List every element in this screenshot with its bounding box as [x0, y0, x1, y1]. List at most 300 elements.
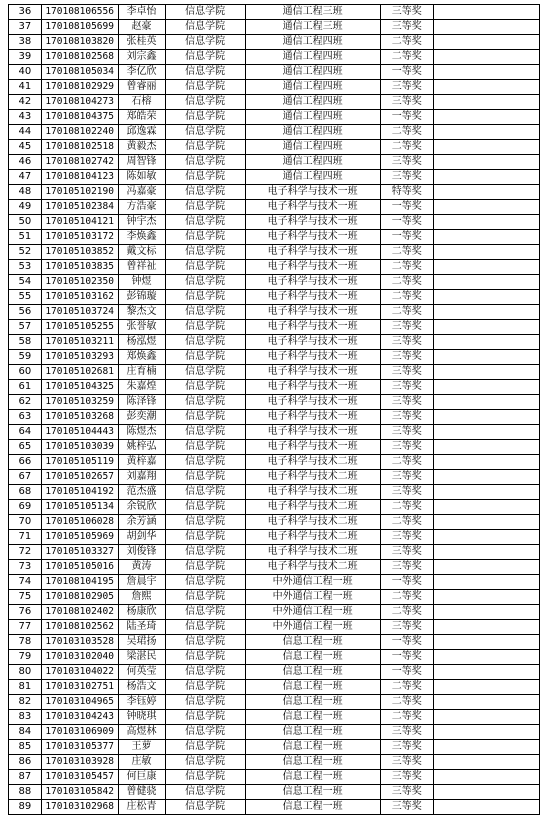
student-id-cell: 170108105034 [41, 65, 118, 80]
class-cell: 电子科学与技术二班 [245, 500, 380, 515]
college-cell: 信息学院 [165, 80, 245, 95]
college-cell: 信息学院 [165, 215, 245, 230]
empty-cell [434, 410, 540, 425]
empty-cell [434, 785, 540, 800]
class-cell: 电子科学与技术二班 [245, 470, 380, 485]
student-name-cell: 李卓怡 [118, 5, 165, 20]
student-name-cell: 李焕鑫 [118, 230, 165, 245]
class-cell: 通信工程四班 [245, 140, 380, 155]
table-row [9, 560, 540, 575]
empty-cell [434, 80, 540, 95]
college-cell: 信息学院 [165, 170, 245, 185]
table-row [9, 500, 540, 515]
student-name-cell: 陈泽锋 [118, 395, 165, 410]
student-name-cell: 钟煜 [118, 275, 165, 290]
empty-cell [434, 560, 540, 575]
class-cell: 通信工程四班 [245, 170, 380, 185]
college-cell: 信息学院 [165, 770, 245, 785]
college-cell: 信息学院 [165, 605, 245, 620]
student-name-cell: 曾健骁 [118, 785, 165, 800]
award-cell: 一等奖 [380, 65, 434, 80]
student-id-cell: 170103102968 [41, 800, 118, 815]
class-cell: 电子科学与技术一班 [245, 350, 380, 365]
row-number-cell: 47 [9, 170, 42, 185]
award-cell: 三等奖 [380, 620, 434, 635]
student-id-cell: 170108102905 [41, 590, 118, 605]
empty-cell [434, 530, 540, 545]
table-row [9, 605, 540, 620]
empty-cell [434, 485, 540, 500]
student-id-cell: 170105104192 [41, 485, 118, 500]
row-number-cell: 54 [9, 275, 42, 290]
table-row [9, 785, 540, 800]
row-number-cell: 79 [9, 650, 42, 665]
student-id-cell: 170103103928 [41, 755, 118, 770]
award-cell: 三等奖 [380, 425, 434, 440]
college-cell: 信息学院 [165, 710, 245, 725]
college-cell: 信息学院 [165, 665, 245, 680]
class-cell: 电子科学与技术二班 [245, 545, 380, 560]
table-row [9, 95, 540, 110]
student-name-cell: 庄松青 [118, 800, 165, 815]
table-row [9, 275, 540, 290]
student-name-cell: 郑焕鑫 [118, 350, 165, 365]
student-name-cell: 陆圣琦 [118, 620, 165, 635]
empty-cell [434, 95, 540, 110]
class-cell: 通信工程四班 [245, 95, 380, 110]
student-id-cell: 170108102742 [41, 155, 118, 170]
college-cell: 信息学院 [165, 530, 245, 545]
table-body [9, 5, 540, 815]
class-cell: 信息工程一班 [245, 725, 380, 740]
empty-cell [434, 110, 540, 125]
empty-cell [434, 155, 540, 170]
empty-cell [434, 695, 540, 710]
award-cell: 一等奖 [380, 110, 434, 125]
student-name-cell: 何巨康 [118, 770, 165, 785]
empty-cell [434, 710, 540, 725]
table-row [9, 800, 540, 815]
class-cell: 电子科学与技术一班 [245, 440, 380, 455]
student-id-cell: 170108103820 [41, 35, 118, 50]
student-name-cell: 李亿欣 [118, 65, 165, 80]
table-row [9, 470, 540, 485]
college-cell: 信息学院 [165, 275, 245, 290]
student-id-cell: 170103102040 [41, 650, 118, 665]
award-cell: 三等奖 [380, 335, 434, 350]
class-cell: 信息工程一班 [245, 710, 380, 725]
class-cell: 信息工程一班 [245, 740, 380, 755]
class-cell: 信息工程一班 [245, 650, 380, 665]
student-id-cell: 170105103852 [41, 245, 118, 260]
row-number-cell: 43 [9, 110, 42, 125]
empty-cell [434, 680, 540, 695]
award-cell: 三等奖 [380, 485, 434, 500]
class-cell: 通信工程四班 [245, 35, 380, 50]
award-cell: 三等奖 [380, 20, 434, 35]
empty-cell [434, 215, 540, 230]
student-name-cell: 吴珺扬 [118, 635, 165, 650]
student-id-cell: 170105106028 [41, 515, 118, 530]
award-cell: 二等奖 [380, 140, 434, 155]
college-cell: 信息学院 [165, 470, 245, 485]
college-cell: 信息学院 [165, 305, 245, 320]
award-cell: 三等奖 [380, 80, 434, 95]
empty-cell [434, 590, 540, 605]
college-cell: 信息学院 [165, 35, 245, 50]
table-row [9, 20, 540, 35]
student-id-cell: 170105103293 [41, 350, 118, 365]
student-name-cell: 周智锋 [118, 155, 165, 170]
empty-cell [434, 725, 540, 740]
student-name-cell: 何英莹 [118, 665, 165, 680]
row-number-cell: 70 [9, 515, 42, 530]
table-row [9, 635, 540, 650]
student-id-cell: 170108102240 [41, 125, 118, 140]
college-cell: 信息学院 [165, 800, 245, 815]
empty-cell [434, 200, 540, 215]
row-number-cell: 55 [9, 290, 42, 305]
empty-cell [434, 455, 540, 470]
class-cell: 通信工程四班 [245, 50, 380, 65]
row-number-cell: 45 [9, 140, 42, 155]
award-cell: 三等奖 [380, 350, 434, 365]
class-cell: 电子科学与技术一班 [245, 245, 380, 260]
student-id-cell: 170103104022 [41, 665, 118, 680]
class-cell: 中外通信工程一班 [245, 575, 380, 590]
table-row [9, 170, 540, 185]
class-cell: 信息工程一班 [245, 785, 380, 800]
student-id-cell: 170105102350 [41, 275, 118, 290]
empty-cell [434, 35, 540, 50]
student-id-cell: 170103102751 [41, 680, 118, 695]
student-name-cell: 范杰盛 [118, 485, 165, 500]
table-row [9, 155, 540, 170]
award-cell: 二等奖 [380, 305, 434, 320]
student-id-cell: 170105105134 [41, 500, 118, 515]
row-number-cell: 84 [9, 725, 42, 740]
college-cell: 信息学院 [165, 380, 245, 395]
table-row [9, 770, 540, 785]
award-cell: 三等奖 [380, 440, 434, 455]
table-row [9, 140, 540, 155]
student-id-cell: 170105102190 [41, 185, 118, 200]
table-row [9, 110, 540, 125]
empty-cell [434, 515, 540, 530]
student-name-cell: 杨浩文 [118, 680, 165, 695]
row-number-cell: 76 [9, 605, 42, 620]
award-cell: 一等奖 [380, 200, 434, 215]
student-name-cell: 张桂英 [118, 35, 165, 50]
award-cell: 二等奖 [380, 35, 434, 50]
empty-cell [434, 365, 540, 380]
table-row [9, 5, 540, 20]
student-id-cell: 170105103327 [41, 545, 118, 560]
student-id-cell: 170108102518 [41, 140, 118, 155]
table-row [9, 440, 540, 455]
student-id-cell: 170108104273 [41, 95, 118, 110]
class-cell: 电子科学与技术一班 [245, 305, 380, 320]
college-cell: 信息学院 [165, 20, 245, 35]
empty-cell [434, 545, 540, 560]
table-row [9, 755, 540, 770]
class-cell: 信息工程一班 [245, 665, 380, 680]
class-cell: 通信工程三班 [245, 20, 380, 35]
college-cell: 信息学院 [165, 650, 245, 665]
award-cell: 三等奖 [380, 170, 434, 185]
student-id-cell: 170103104243 [41, 710, 118, 725]
college-cell: 信息学院 [165, 785, 245, 800]
student-name-cell: 朱嘉煌 [118, 380, 165, 395]
class-cell: 电子科学与技术一班 [245, 425, 380, 440]
award-cell: 二等奖 [380, 710, 434, 725]
student-name-cell: 詹晨宇 [118, 575, 165, 590]
row-number-cell: 80 [9, 665, 42, 680]
college-cell: 信息学院 [165, 410, 245, 425]
class-cell: 电子科学与技术一班 [245, 410, 380, 425]
college-cell: 信息学院 [165, 485, 245, 500]
college-cell: 信息学院 [165, 245, 245, 260]
college-cell: 信息学院 [165, 515, 245, 530]
student-id-cell: 170105103039 [41, 440, 118, 455]
student-name-cell: 余锐欣 [118, 500, 165, 515]
student-name-cell: 郑皓荣 [118, 110, 165, 125]
student-id-cell: 170103105457 [41, 770, 118, 785]
row-number-cell: 37 [9, 20, 42, 35]
table-row [9, 290, 540, 305]
empty-cell [434, 170, 540, 185]
row-number-cell: 81 [9, 680, 42, 695]
student-id-cell: 170108102929 [41, 80, 118, 95]
student-id-cell: 170103104965 [41, 695, 118, 710]
student-name-cell: 余芳涵 [118, 515, 165, 530]
row-number-cell: 83 [9, 710, 42, 725]
row-number-cell: 74 [9, 575, 42, 590]
student-name-cell: 刘俊锋 [118, 545, 165, 560]
college-cell: 信息学院 [165, 50, 245, 65]
college-cell: 信息学院 [165, 590, 245, 605]
empty-cell [434, 5, 540, 20]
table-row [9, 710, 540, 725]
table-row [9, 335, 540, 350]
student-id-cell: 170108102568 [41, 50, 118, 65]
award-cell: 一等奖 [380, 665, 434, 680]
table-row [9, 680, 540, 695]
college-cell: 信息学院 [165, 500, 245, 515]
college-cell: 信息学院 [165, 755, 245, 770]
college-cell: 信息学院 [165, 110, 245, 125]
student-id-cell: 170105105119 [41, 455, 118, 470]
student-name-cell: 陈煜杰 [118, 425, 165, 440]
student-id-cell: 170105102681 [41, 365, 118, 380]
row-number-cell: 39 [9, 50, 42, 65]
table-row [9, 380, 540, 395]
student-name-cell: 庄育楠 [118, 365, 165, 380]
empty-cell [434, 740, 540, 755]
row-number-cell: 82 [9, 695, 42, 710]
empty-cell [434, 500, 540, 515]
row-number-cell: 46 [9, 155, 42, 170]
empty-cell [434, 290, 540, 305]
empty-cell [434, 50, 540, 65]
empty-cell [434, 275, 540, 290]
row-number-cell: 86 [9, 755, 42, 770]
table-row [9, 245, 540, 260]
table-row [9, 650, 540, 665]
row-number-cell: 77 [9, 620, 42, 635]
student-name-cell: 钟宇杰 [118, 215, 165, 230]
award-cell: 二等奖 [380, 245, 434, 260]
award-cell: 三等奖 [380, 755, 434, 770]
row-number-cell: 78 [9, 635, 42, 650]
table-row [9, 590, 540, 605]
award-cell: 三等奖 [380, 725, 434, 740]
row-number-cell: 75 [9, 590, 42, 605]
award-cell: 三等奖 [380, 95, 434, 110]
table-row [9, 575, 540, 590]
class-cell: 电子科学与技术一班 [245, 290, 380, 305]
award-cell: 三等奖 [380, 365, 434, 380]
table-row [9, 35, 540, 50]
college-cell: 信息学院 [165, 185, 245, 200]
empty-cell [434, 440, 540, 455]
college-cell: 信息学院 [165, 680, 245, 695]
student-id-cell: 170105104443 [41, 425, 118, 440]
row-number-cell: 51 [9, 230, 42, 245]
college-cell: 信息学院 [165, 575, 245, 590]
student-id-cell: 170105103211 [41, 335, 118, 350]
college-cell: 信息学院 [165, 620, 245, 635]
award-cell: 一等奖 [380, 650, 434, 665]
award-cell: 一等奖 [380, 575, 434, 590]
class-cell: 通信工程四班 [245, 110, 380, 125]
student-name-cell: 钟晓琪 [118, 710, 165, 725]
table-row [9, 260, 540, 275]
row-number-cell: 52 [9, 245, 42, 260]
row-number-cell: 89 [9, 800, 42, 815]
class-cell: 电子科学与技术一班 [245, 365, 380, 380]
award-cell: 二等奖 [380, 290, 434, 305]
empty-cell [434, 395, 540, 410]
row-number-cell: 49 [9, 200, 42, 215]
award-cell: 三等奖 [380, 545, 434, 560]
empty-cell [434, 140, 540, 155]
student-id-cell: 170105104121 [41, 215, 118, 230]
award-cell: 一等奖 [380, 230, 434, 245]
table-row [9, 410, 540, 425]
college-cell: 信息学院 [165, 230, 245, 245]
student-id-cell: 170103103528 [41, 635, 118, 650]
row-number-cell: 58 [9, 335, 42, 350]
class-cell: 电子科学与技术一班 [245, 380, 380, 395]
student-id-cell: 170108102402 [41, 605, 118, 620]
table-row [9, 425, 540, 440]
college-cell: 信息学院 [165, 290, 245, 305]
empty-cell [434, 380, 540, 395]
class-cell: 电子科学与技术二班 [245, 530, 380, 545]
college-cell: 信息学院 [165, 455, 245, 470]
student-id-cell: 170105103259 [41, 395, 118, 410]
empty-cell [434, 635, 540, 650]
college-cell: 信息学院 [165, 560, 245, 575]
table-row [9, 530, 540, 545]
student-id-cell: 170103105842 [41, 785, 118, 800]
table-row [9, 740, 540, 755]
empty-cell [434, 185, 540, 200]
student-id-cell: 170108104123 [41, 170, 118, 185]
row-number-cell: 56 [9, 305, 42, 320]
award-cell: 三等奖 [380, 785, 434, 800]
college-cell: 信息学院 [165, 335, 245, 350]
class-cell: 通信工程三班 [245, 5, 380, 20]
student-id-cell: 170108104375 [41, 110, 118, 125]
table-row [9, 365, 540, 380]
award-cell: 二等奖 [380, 695, 434, 710]
student-id-cell: 170108102562 [41, 620, 118, 635]
college-cell: 信息学院 [165, 365, 245, 380]
student-name-cell: 黄涛 [118, 560, 165, 575]
award-cell: 三等奖 [380, 740, 434, 755]
empty-cell [434, 125, 540, 140]
row-number-cell: 65 [9, 440, 42, 455]
student-id-cell: 170105102657 [41, 470, 118, 485]
award-cell: 二等奖 [380, 125, 434, 140]
college-cell: 信息学院 [165, 545, 245, 560]
row-number-cell: 72 [9, 545, 42, 560]
empty-cell [434, 605, 540, 620]
table-row [9, 455, 540, 470]
row-number-cell: 88 [9, 785, 42, 800]
student-name-cell: 冯嘉豪 [118, 185, 165, 200]
award-cell: 二等奖 [380, 50, 434, 65]
student-name-cell: 曾睿丽 [118, 80, 165, 95]
row-number-cell: 67 [9, 470, 42, 485]
class-cell: 电子科学与技术二班 [245, 515, 380, 530]
row-number-cell: 61 [9, 380, 42, 395]
empty-cell [434, 665, 540, 680]
row-number-cell: 53 [9, 260, 42, 275]
college-cell: 信息学院 [165, 350, 245, 365]
row-number-cell: 66 [9, 455, 42, 470]
empty-cell [434, 470, 540, 485]
student-name-cell: 高煜林 [118, 725, 165, 740]
college-cell: 信息学院 [165, 140, 245, 155]
empty-cell [434, 245, 540, 260]
table-row [9, 515, 540, 530]
table-row [9, 695, 540, 710]
row-number-cell: 73 [9, 560, 42, 575]
student-name-cell: 姚梓弘 [118, 440, 165, 455]
class-cell: 中外通信工程一班 [245, 620, 380, 635]
empty-cell [434, 620, 540, 635]
class-cell: 信息工程一班 [245, 680, 380, 695]
student-name-cell: 李钰婷 [118, 695, 165, 710]
class-cell: 通信工程四班 [245, 155, 380, 170]
student-name-cell: 石榕 [118, 95, 165, 110]
class-cell: 电子科学与技术一班 [245, 320, 380, 335]
student-id-cell: 170108104195 [41, 575, 118, 590]
empty-cell [434, 335, 540, 350]
row-number-cell: 44 [9, 125, 42, 140]
award-cell: 三等奖 [380, 530, 434, 545]
row-number-cell: 59 [9, 350, 42, 365]
student-name-cell: 王萝 [118, 740, 165, 755]
student-name-cell: 邱逸霖 [118, 125, 165, 140]
empty-cell [434, 800, 540, 815]
table-row [9, 200, 540, 215]
class-cell: 信息工程一班 [245, 755, 380, 770]
student-name-cell: 庄敏 [118, 755, 165, 770]
